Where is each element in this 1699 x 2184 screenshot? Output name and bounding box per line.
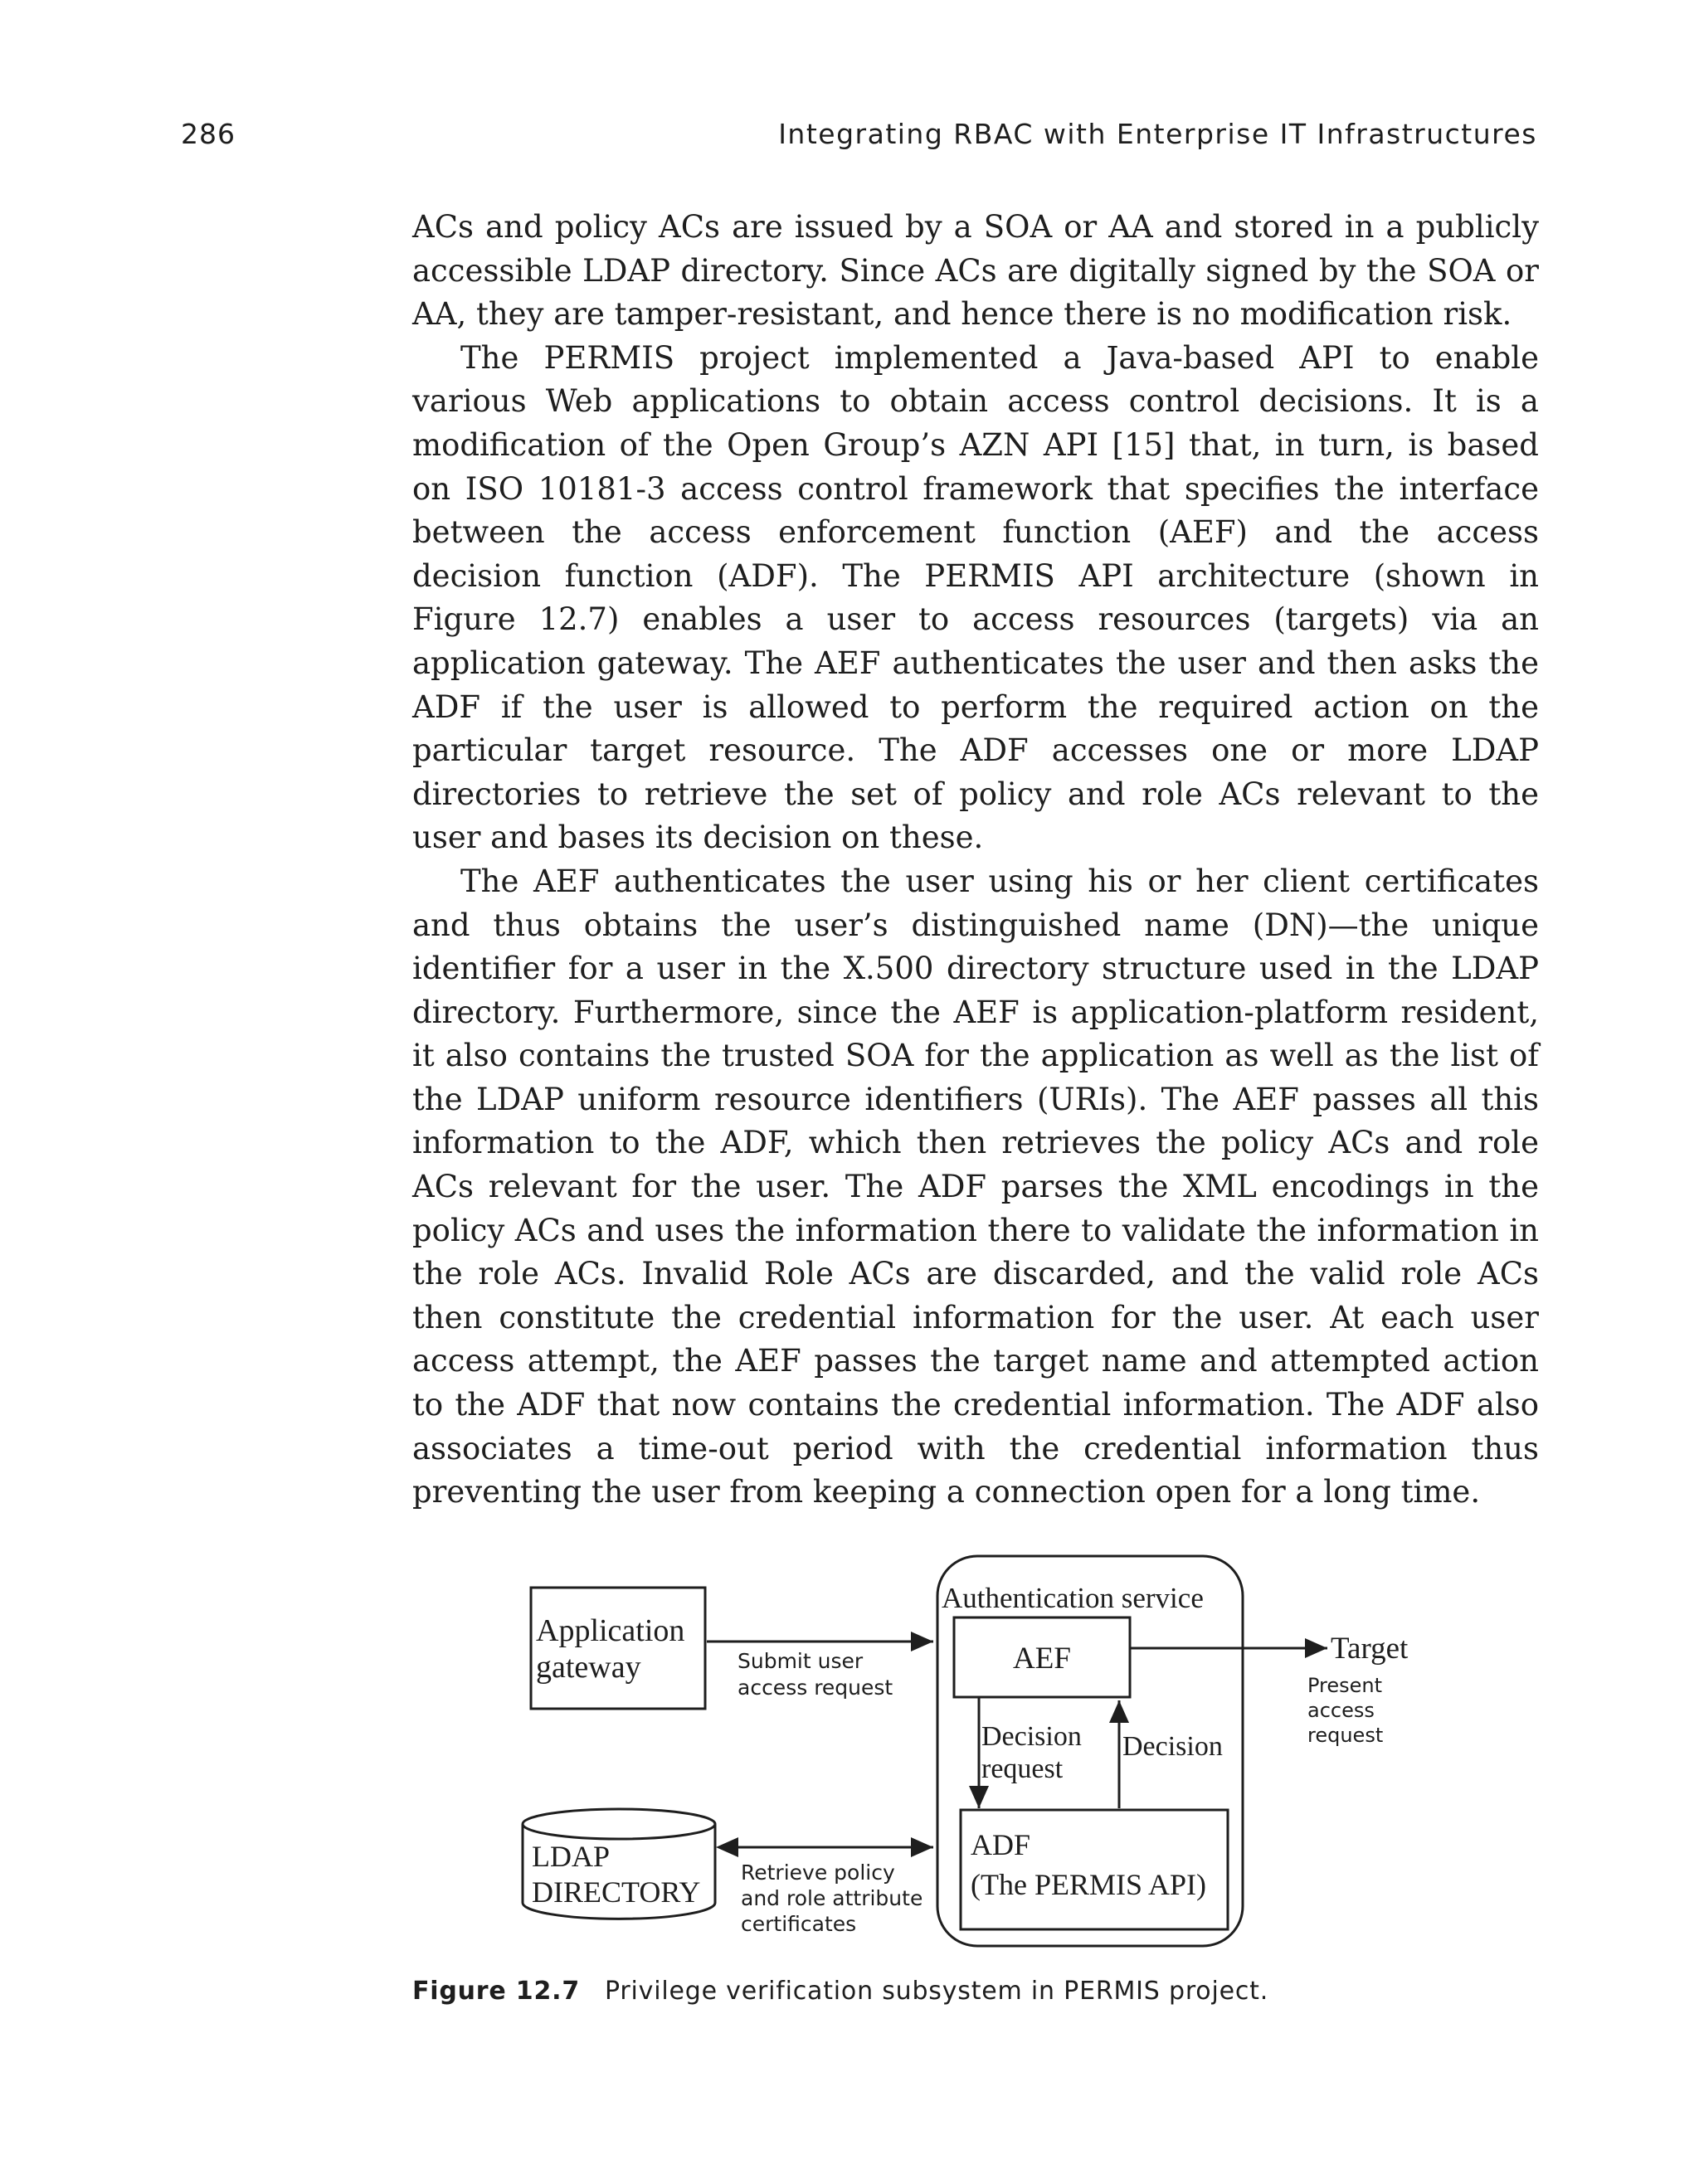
ldap-label-2: DIRECTORY [532,1875,701,1909]
app-gateway-label-2: gateway [536,1650,641,1685]
figure-caption [412,1977,1268,2006]
present-label-1: Present [1307,1674,1383,1697]
decision-request-label-2: request [981,1754,1064,1784]
submit-label-1: Submit user [738,1649,864,1673]
adf-label-1: ADF [971,1828,1031,1861]
retrieve-label-2: and role attribute [741,1886,923,1910]
decision-label: Decision [1122,1731,1223,1762]
caption-label: Figure 12.7 [412,1977,581,2006]
paragraph-3: The AEF authenticates the user using his or her client certificates and thus obtains the user’s distinguished name (DN)—the unique identifier for a user in the X.500 directory structure used in the LDAP directory. Furthermore, since the AEF is application-platform resident, it also contains the trusted SOA for the application as well as the list of the LDAP uniform resource identifiers (URIs). The AEF passes all this information to the ADF, which then retrieves the policy ACs and role ACs relevant for the user. The ADF parses the XML encodings in the policy ACs and uses the information there to validate the information in the role ACs. Invalid Role ACs are discarded, and the valid role ACs then constitute the credential information for the user. At each user access attempt, the AEF passes the target name and attempted action to the ADF that now contains the credential information. The ADF also associates a time-out period with the credential information thus preventing the user from keeping a connection open for a long time. [412,863,1539,1510]
adf-box [961,1810,1228,1929]
body-text [412,206,1539,1515]
application-gateway-box [531,1588,705,1709]
auth-service-label: Authentication service [942,1582,1204,1614]
target-label: Target [1331,1632,1409,1666]
retrieve-label-1: Retrieve policy [741,1861,895,1885]
ldap-label-1: LDAP [532,1840,611,1873]
adf-label-2: (The PERMIS API) [971,1868,1207,1901]
page-number: 286 [181,118,236,150]
submit-label-2: access request [738,1676,893,1700]
ldap-directory-cylinder [523,1809,715,1919]
present-label-3: request [1307,1724,1384,1747]
paragraph-2: The PERMIS project implemented a Java-based API to enable various Web applications to obtain access control decisions. It is a modification of the Open Group’s AZN API [15] that, in turn, is based on ISO 10181-3 access control framework that specifies the interface between the access enforcement function (AEF) and the access decision function (ADF). The PERMIS API architecture (shown in Figure 12.7) enables a user to access resources (targets) via an application gateway. The AEF authenticates the user and then asks the ADF if the user is allowed to perform the required action on the particular target resource. The ADF accesses one or more LDAP directories to retrieve the set of policy and role ACs relevant to the user and bases its decision on these. [412,339,1539,856]
present-label-2: access [1307,1699,1375,1722]
authentication-service-box [937,1556,1243,1946]
running-title: Integrating RBAC with Enterprise IT Infrastructures [778,118,1537,150]
aef-box [954,1617,1130,1697]
aef-label: AEF [1013,1642,1071,1676]
caption-text: Privilege verification subsystem in PERMIS project. [605,1977,1269,2006]
app-gateway-label-1: Application [536,1613,685,1648]
paragraph-1: ACs and policy ACs are issued by a SOA or AA and stored in a publicly accessible LDAP directory. Since ACs are digitally signed by the SOA or AA, they are tamper-resistant, and hence there is no modification risk. [412,209,1539,333]
retrieve-label-3: certificates [741,1912,857,1936]
decision-request-label-1: Decision [981,1721,1082,1752]
